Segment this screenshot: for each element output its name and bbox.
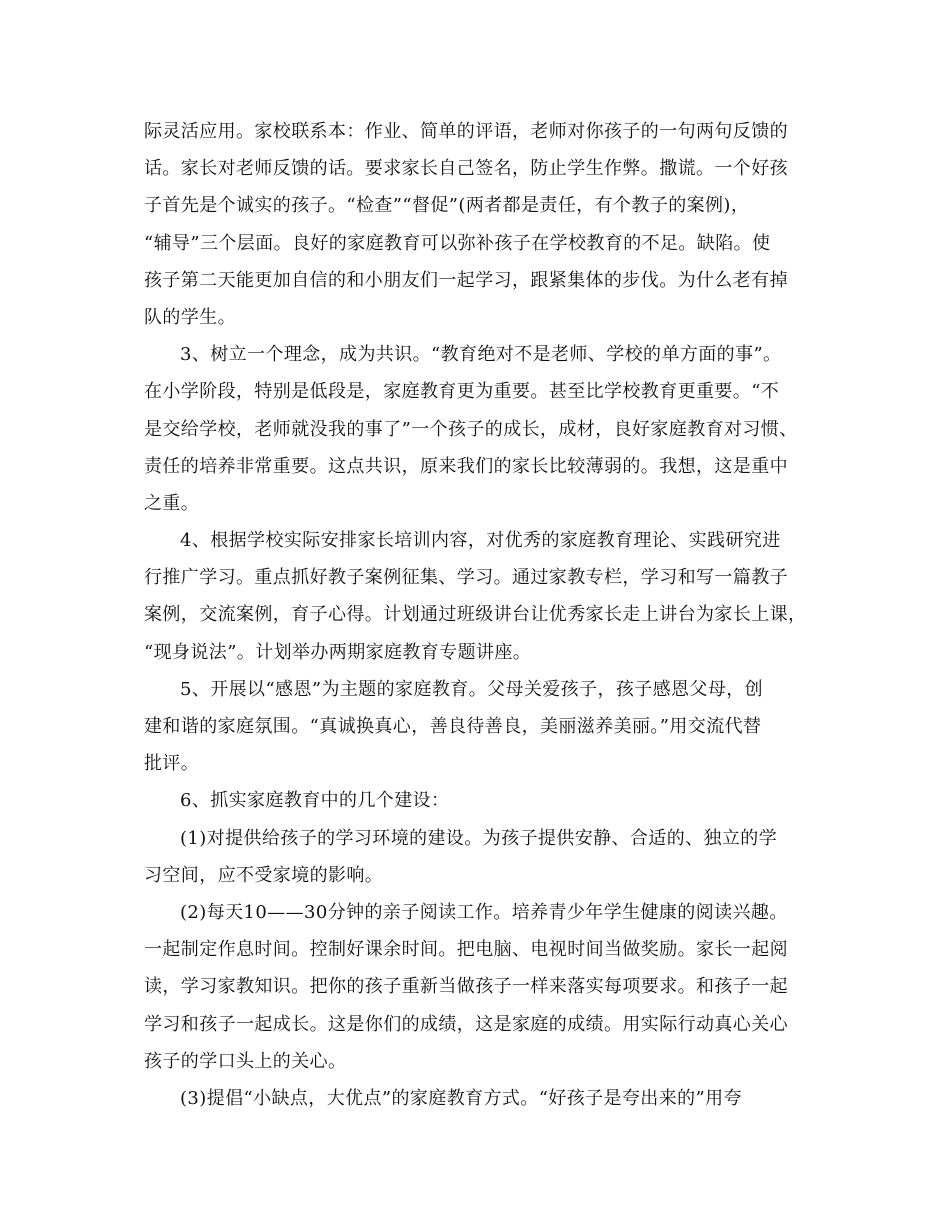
paragraph: [144, 782, 824, 819]
text-line: 在小学阶段，特别是低段是，家庭教育更为重要。甚至比学校教育更重要。“不: [144, 381, 780, 403]
text-line: 孩子第二天能更加自信的和小朋友们一起学习，跟紧集体的步伐。为什么老有掉: [144, 269, 788, 291]
text-line: “现身说法”。计划举办两期家庭教育专题讲座。: [144, 641, 532, 663]
text-line: (3)提倡“小缺点，大优点”的家庭教育方式。“好孩子是夸出来的”用夸: [180, 1087, 742, 1109]
text-line: (2)每天10——30分钟的亲子阅读工作。培养青少年学生健康的阅读兴趣。: [180, 901, 788, 923]
paragraph: [144, 336, 824, 522]
text-line: 批评。: [144, 753, 200, 775]
text-line: 际灵活应用。家校联系本：作业、简单的评语，老师对你孩子的一句两句反馈的: [144, 121, 788, 142]
paragraph: [144, 1080, 824, 1117]
text-line: 一起制定作息时间。控制好课余时间。把电脑、电视时间当做奖励。家长一起阅: [144, 939, 788, 961]
text-line: “辅导”三个层面。良好的家庭教育可以弥补孩子在学校教育的不足。缺陷。使: [144, 232, 771, 254]
text-line: 5、开展以“感恩”为主题的家庭教育。父母关爱孩子，孩子感恩父母，创: [180, 678, 764, 700]
text-line: 习空间，应不受家境的影响。: [144, 864, 384, 886]
text-line: 子首先是个诚实的孩子。“检查”“督促”(两者都是责任，有个教子的案例)，: [144, 195, 750, 217]
text-line: 话。家长对老师反馈的话。要求家长自己签名，防止学生作弊。撒谎。一个好孩: [144, 158, 788, 180]
text-line: 3、树立一个理念，成为共识。“教育绝对不是老师、学校的单方面的事”。: [180, 344, 782, 366]
text-line: 之重。: [144, 492, 200, 514]
text-line: 学习和孩子一起成长。这是你们的成绩，这是家庭的成绩。用实际行动真心关心: [144, 1013, 788, 1035]
text-line: 行推广学习。重点抓好教子案例征集、学习。通过家教专栏，学习和写一篇教子: [144, 567, 788, 589]
text-line: 6、抓实家庭教育中的几个建设：: [180, 790, 450, 812]
text-line: 是交给学校，老师就没我的事了”一个孩子的成长，成材，良好家庭教育对习惯、: [144, 418, 798, 440]
paragraph: [144, 671, 824, 783]
text-line: 4、根据学校实际安排家长培训内容，对优秀的家庭教育理论、实践研究进: [180, 530, 781, 552]
paragraph: [144, 894, 824, 1080]
paragraph: [144, 113, 824, 336]
text-line: 队的学生。: [144, 306, 236, 328]
text-line: 孩子的学口头上的关心。: [144, 1050, 347, 1072]
text-line: 案例，交流案例，育子心得。计划通过班级讲台让优秀家长走上讲台为家长上课，: [144, 604, 807, 626]
text-line: 读，学习家教知识。把你的孩子重新当做孩子一样来落实每项要求。和孩子一起: [144, 976, 788, 998]
text-line: 建和谐的家庭氛围。“真诚换真心，善良待善良，美丽滋养美丽。”用交流代替: [144, 716, 762, 737]
text-line: 责任的培养非常重要。这点共识，原来我们的家长比较薄弱的。我想，这是重中: [144, 455, 788, 477]
paragraph: [144, 820, 824, 894]
document-body: [144, 113, 824, 1117]
paragraph: [144, 522, 824, 671]
text-line: (1)对提供给孩子的学习环境的建设。为孩子提供安静、合适的、独立的学: [180, 827, 778, 849]
